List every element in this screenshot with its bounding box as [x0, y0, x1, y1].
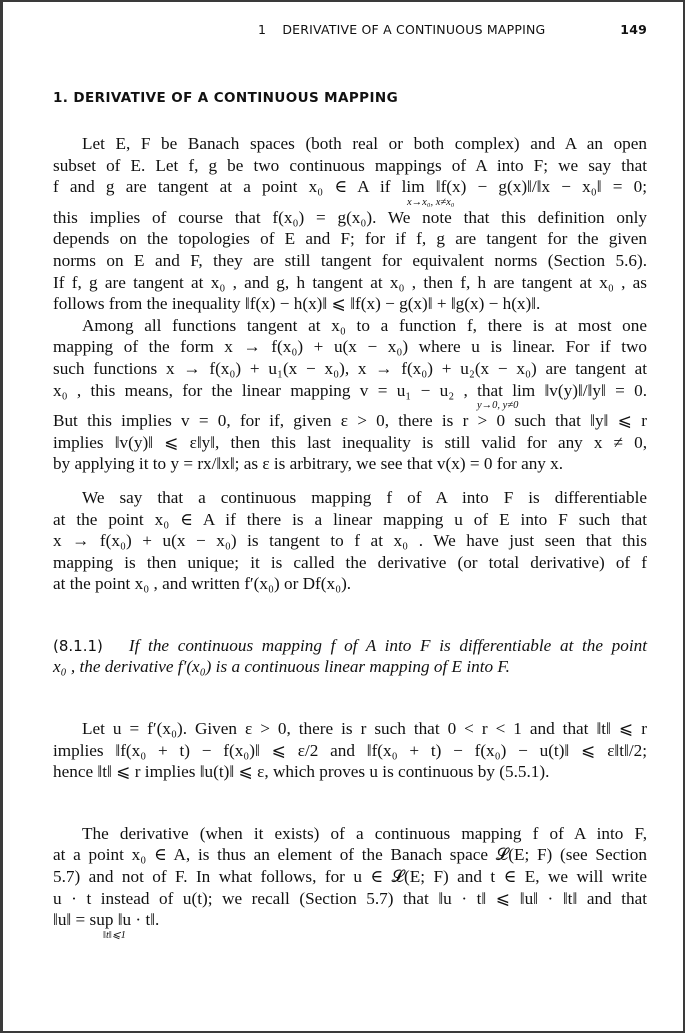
text-line: u · t instead of u(t); we recall (Section 5.7) that ‖u · t‖ ⩽ ‖u‖ · ‖t‖ and that [53, 888, 647, 908]
theorem-8-1-1 [53, 635, 647, 678]
text-line: at the point x₀ , and written f′(x₀) or Df(x₀). [53, 574, 352, 594]
limit-subscript: y→0, y≠0 [477, 400, 519, 412]
proof-paragraph [53, 718, 647, 783]
text-line: such functions x → f(x₀) + u₁(x − x₀), x → f(x₀) + u₂(x − x₀) are tangent at [53, 358, 647, 378]
text-line: at a point x₀ ∈ A, is thus an element of the Banach space 𝓛(E; F) (see Section [53, 845, 647, 865]
text-line: ‖u‖ = sup ‖u · t‖. [53, 910, 160, 930]
theorem-line [53, 635, 647, 657]
page-number: 149 [620, 22, 647, 37]
text-line: at the point x₀ ∈ A if there is a linear mapping u of E into F such that [53, 509, 647, 529]
running-title [258, 22, 545, 37]
text-line: The derivative (when it exists) of a continuous mapping f of A into F, [82, 823, 647, 843]
text-line: implies ‖f(x₀ + t) − f(x₀)‖ ⩽ ε/2 and ‖f(x₀ + t) − f(x₀) − u(t)‖ ⩽ ε‖t‖/2; [53, 740, 647, 760]
chapter-number: 1 [258, 22, 267, 37]
text-line: f and g are tangent at a point x₀ ∈ A if lim ‖f(x) − g(x)‖/‖x − x₀‖ = 0; [53, 177, 647, 197]
running-head [258, 22, 647, 37]
spacer [53, 783, 647, 823]
page-body [53, 133, 647, 940]
spacer [53, 475, 647, 487]
theorem-number: (8.1.1) [53, 636, 103, 655]
text-line: implies ‖v(y)‖ ⩽ ε‖y‖, then this last inequality is still valid for any x ≠ 0, [53, 432, 647, 452]
text-line: mapping of the form x → f(x₀) + u(x − x₀) where u is linear. For if two [53, 337, 647, 357]
text-line: subset of E. Let f, g be two continuous mappings of A into F; we say that [53, 155, 647, 175]
chapter-title: DERIVATIVE OF A CONTINUOUS MAPPING [282, 22, 546, 37]
text-line: Among all functions tangent at x₀ to a function f, there is at most one [82, 315, 647, 335]
text-line: We say that a continuous mapping f of A into F is differentiable [82, 487, 647, 507]
text-line: x₀ , this means, for the linear mapping v = u₁ − u₂ , that lim ‖v(y)‖/‖y‖ = 0. [53, 380, 647, 400]
text-line: x → f(x₀) + u(x − x₀) is tangent to f at x₀ . We have just seen that this [53, 531, 647, 551]
text-line: But this implies v = 0, for if, given ε > 0, there is r > 0 such that ‖y‖ ⩽ r [53, 411, 647, 431]
theorem-line: x₀ , the derivative f′(x₀) is a continuous linear mapping of E into F. [53, 657, 510, 677]
paragraph-uniqueness [53, 315, 647, 475]
text-line: mapping is then unique; it is called the derivative (or total derivative) of f [53, 552, 647, 572]
text-line: norms on E and F, they are still tangent for equivalent norms (Section 5.6). [53, 250, 647, 270]
spacer [53, 595, 647, 635]
text-line: depends on the topologies of E and F; for if f, g are tangent for the given [53, 229, 647, 249]
paragraph-tangent-definition [53, 133, 647, 315]
text-line: hence ‖t‖ ⩽ r implies ‖u(t)‖ ⩽ ε, which proves u is continuous by (5.5.1). [53, 762, 550, 782]
sup-subscript: ‖t‖⩽1 [103, 929, 126, 941]
section-title: 1. DERIVATIVE OF A CONTINUOUS MAPPING [53, 90, 399, 106]
text-line: this implies of course that f(x₀) = g(x₀). We note that this definition only [53, 207, 647, 227]
text-line: follows from the inequality ‖f(x) − h(x)‖ ⩽ ‖f(x) − g(x)‖ + ‖g(x) − h(x)‖. [53, 294, 541, 314]
text-line: Let E, F be Banach spaces (both real or both complex) and A an open [82, 134, 647, 153]
text-line: by applying it to y = rx/‖x‖; as ε is arbitrary, we see that v(x) = 0 for any x. [53, 454, 564, 474]
paragraph-differentiable-definition [53, 487, 647, 595]
theorem-text: If the continuous mapping f of A into F is differentiable at the point [128, 635, 647, 655]
limit-subscript: x→x₀, x≠x₀ [407, 196, 455, 208]
spacer [53, 678, 647, 718]
book-page [3, 2, 683, 1031]
paragraph-derivative-element [53, 823, 647, 940]
text-line: 5.7) and not of F. In what follows, for u ∈ 𝓛(E; F) and t ∈ E, we will write [53, 867, 647, 887]
text-line: If f, g are tangent at x₀ , and g, h tangent at x₀ , then f, h are tangent at x₀ , as [53, 272, 647, 292]
text-line: Let u = f′(x₀). Given ε > 0, there is r such that 0 < r < 1 and that ‖t‖ ⩽ r [82, 719, 647, 739]
